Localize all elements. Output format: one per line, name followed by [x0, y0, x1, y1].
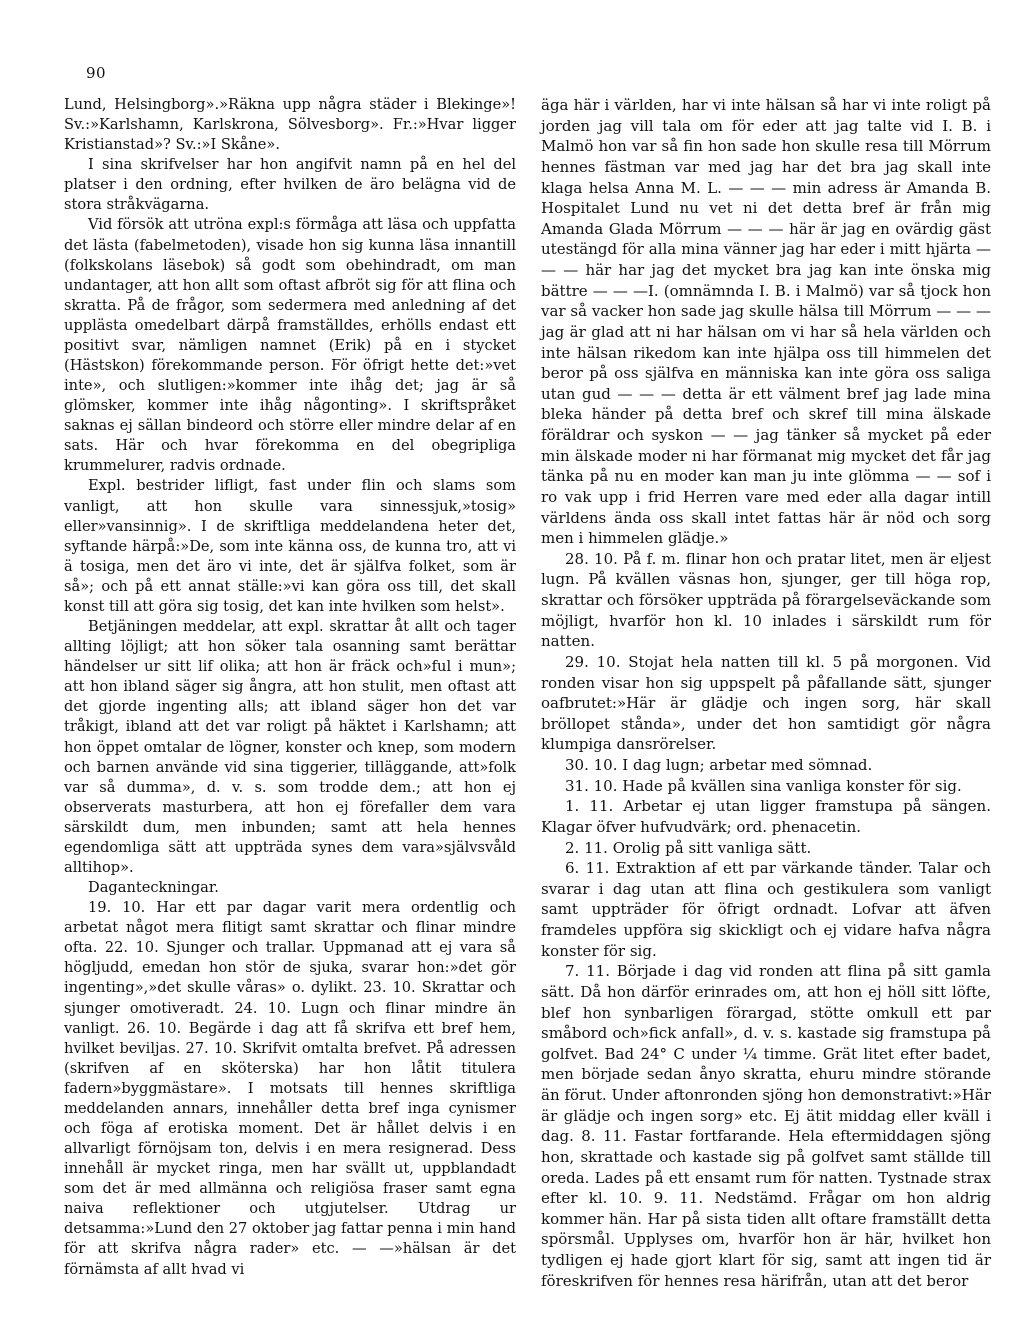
- paragraph: Expl. bestrider lifligt, fast under flin och slams som vanligt, att hon skulle vara sinnessjuk,»tosig» eller»vansinnig». I de skriftliga meddelandena heter det, syftande härpå:»De, som inte känna oss, de kunna tro, att vi ä tosiga, men det äro vi inte, det är själfva folket, som är så»; och på ett annat ställe:»vi kan göra oss till, det skall konst till att göra sig tosig, det kan inte hvilken som helst».: [64, 477, 516, 615]
- diary-entry: 2. 11. Orolig på sitt vanliga sätt.: [565, 838, 812, 857]
- paragraph: Lund, Helsingborg».»Räkna upp några städer i Blekinge»! Sv.:»Karlshamn, Karlskrona, Sölvesborg». Fr.:»Hvar ligger Kristianstad»? Sv.:»I Skåne».: [64, 96, 516, 154]
- paragraph: 19. 10. Har ett par dagar varit mera ordentlig och arbetat något mera flitigt samt skrattar och flinar mindre ofta. 22. 10. Sjunger och trallar. Uppmanad att ej vara så högljudd, emedan hon stör de sjuka, svarar hon:»det gör ingenting»,»det skulle våras» o. dylikt. 23. 10. Skrattar och sjunger omotiveradt. 24. 10. Lugn och flinar mindre än vanligt. 26. 10. Begärde i dag att få skrifva ett bref hem, hvilket beviljas. 27. 10. Skrifvit omtalta brefvet. På adressen (skrifven af en sköterska) har hon låtit titulera fadern»byggmästare». I motsats till hennes skriftliga meddelanden annars, innehåller detta bref inga cynismer och föga af erotiska moment. Det är hållet delvis i en allvarligt förnöjsam ton, delvis i en mera resignerad. Dess innehåll är mycket ringa, men har svällt ut, uppblandadt som det är med allmänna och religiösa fraser samt egna naiva reflektioner och utgjutelser. Utdrag ur detsamma:»Lund den 27 oktober jag fattar penna i min hand för att skrifva några rader» etc. — —»hälsan är det förnämsta af allt hvad vi: [64, 899, 516, 1278]
- paragraph: äga här i världen, har vi inte hälsan så har vi inte roligt på jorden jag vill tala om för eder att jag talte vid I. B. i Malmö hon var så fin hon sade hon skulle resa till Mörrum hennes fästman var med jag har det bra jag skall inte klaga helsa Anna M. L. — — — min adress är Amanda B. Hospitalet Lund nu vet ni det detta bref är från mig Amanda Glada Mörrum — — — här är jag en ovärdig gäst utestängd för alla mina vänner jag har eder i mitt hjärta — — — här har jag det mycket bra jag kan inte önska mig bättre — — —I. (omnämnda I. B. i Malmö) var så tjock hon var så vacker hon sade jag skulle hälsa till Mörrum — — — jag är glad att ni har hälsan om vi har så hela världen och inte hälsan rikedom kan inte hjälpa oss till himmelen det beror på oss själfva en människa kan inte göra oss saliga utan gud — — — detta är ett välment bref jag lade mina bleka händer på detta bref och skref till mina älskade föräldrar och syskon — — jag tänker så mycket på eder min älskade moder ni har förmanat mig mycket det får jag tänka på nu en moder kan man ju inte glömma — — sof i ro vak upp i frid Herren vare med eder alla dagar intill världens ända oss skall intet fattas här är nöd och sorg men i himmelen glädje.»: [541, 96, 991, 548]
- diary-entry: 28. 10. På f. m. flinar hon och pratar litet, men är eljest lugn. På kvällen väsnas hon, sjunger, ger till höga rop, skrattar och försöker uppträda på förargelseväckande som möjligt, hvarför hon kl. 10 inlades i särskildt rum för natten.: [541, 549, 991, 651]
- diary-entry: 6. 11. Extraktion af ett par värkande tänder. Talar och svarar i dag utan att flina och gestikulera som vanligt samt uppträder för öfrigt ordnadt. Lofvar att äfven framdeles uppföra sig skickligt och ej vidare hafva några konster för sig.: [541, 859, 991, 960]
- diary-entry: 30. 10. I dag lugn; arbetar med sömnad.: [565, 756, 873, 774]
- paragraph: Betjäningen meddelar, att expl. skrattar åt allt och tager allting löjligt; att hon söker tala osanning samt berättar händelser ur sitt lif olika; att hon är fräck och»ful i mun»; att hon ibland säger sig ångra, att hon stulit, men oftast att det gjorde ingenting alls; att ibland säger hon det var tråkigt, ibland att det var roligt på häktet i Karlshamn; att hon öppet omtalar de lögner, konster och knep, som modern och barnen använde vid sina tiggerier, tilläggande, att»folk var så dumma», d. v. s. som trodde dem.; att hon ej observerats masturbera, att hon ej förefaller dem vara särskildt dum, men inbunden; samt att hela hennes egendomliga sätt att uppträda synes dem vara»självsvåld alltihop».: [64, 618, 516, 876]
- left-column: [64, 95, 516, 1280]
- diary-entry: 1. 11. Arbetar ej utan ligger framstupa på sängen. Klagar öfver hufvudvärk; ord. phenacetin.: [541, 797, 991, 836]
- diary-entry: 7. 11. Började i dag vid ronden att flina på sitt gamla sätt. Då hon därför erinrades om, att hon ej höll sitt löfte, blef hon synbarligen förargad, stötte omkull ett par småbord och»fick anfall», d. v. s. kastade sig framstupa på golfvet. Bad 24° C under ¼ timme. Grät litet efter badet, men började sedan ånyo skratta, ehuru mindre störande än förut. Under aftonronden sjöng hon demonstrativt:»Här är glädje och ingen sorg» etc. Ej ätit middag eller kväll i dag. 8. 11. Fastar fortfarande. Hela eftermiddagen sjöng hon, skrattade och kastade sig på golfvet samt ställde till oreda. Lades på ett ensamt rum för natten. Tystnade strax efter kl. 10. 9. 11. Nedstämd. Frågar om hon aldrig kommer hän. Har på sista tiden allt oftare framställt detta spörsmål. Upplyses om, hvarför hon är här, hvilket hon tydligen ej hade gjort klart för sig, samt att ingen tid är föreskrifven för hennes resa härifrån, utan att det beror: [541, 962, 991, 1290]
- paragraph: I sina skrifvelser har hon angifvit namn på en hel del platser i den ordning, efter hvilken de äro belägna vid de stora stråkvägarna.: [64, 156, 516, 214]
- page-number: 90: [86, 64, 107, 82]
- diary-entry: 31. 10. Hade på kvällen sina vanliga konster för sig.: [565, 776, 962, 795]
- diary-entry: 29. 10. Stojat hela natten till kl. 5 på morgonen. Vid ronden visar hon sig uppspelt på påfallande sätt, sjunger oafbrutet:»Här är glädje och ingen sorg, här skall bröllopet stånda», under det hon samtidigt gör några klumpiga dansrörelser.: [541, 652, 991, 754]
- paragraph: Vid försök att utröna expl:s förmåga att läsa och uppfatta det lästa (fabelmetoden), visade hon sig kunna läsa innantill (folkskolans läsebok) så godt som obehindradt, om man undantager, att hon allt som oftast afbröt sig för att flina och skratta. På de frågor, som sedermera med anledning af det upplästa omedelbart därpå framställdes, erhölls endast ett positivt svar, nämligen namnet (Erik) på en i stycket (Hästskon) förekommande person. För öfrigt hette det:»vet inte», och slutligen:»kommer inte ihåg det; jag är så glömsker, kommer inte ihåg någonting». I skriftspråket saknas ej sällan bindeord och större eller mindre delar af en sats. Här och hvar förekomma en del obegripliga krummelurer, radvis ordnade.: [64, 216, 516, 475]
- section-heading: Daganteckningar.: [88, 879, 219, 897]
- right-column: [541, 95, 991, 1291]
